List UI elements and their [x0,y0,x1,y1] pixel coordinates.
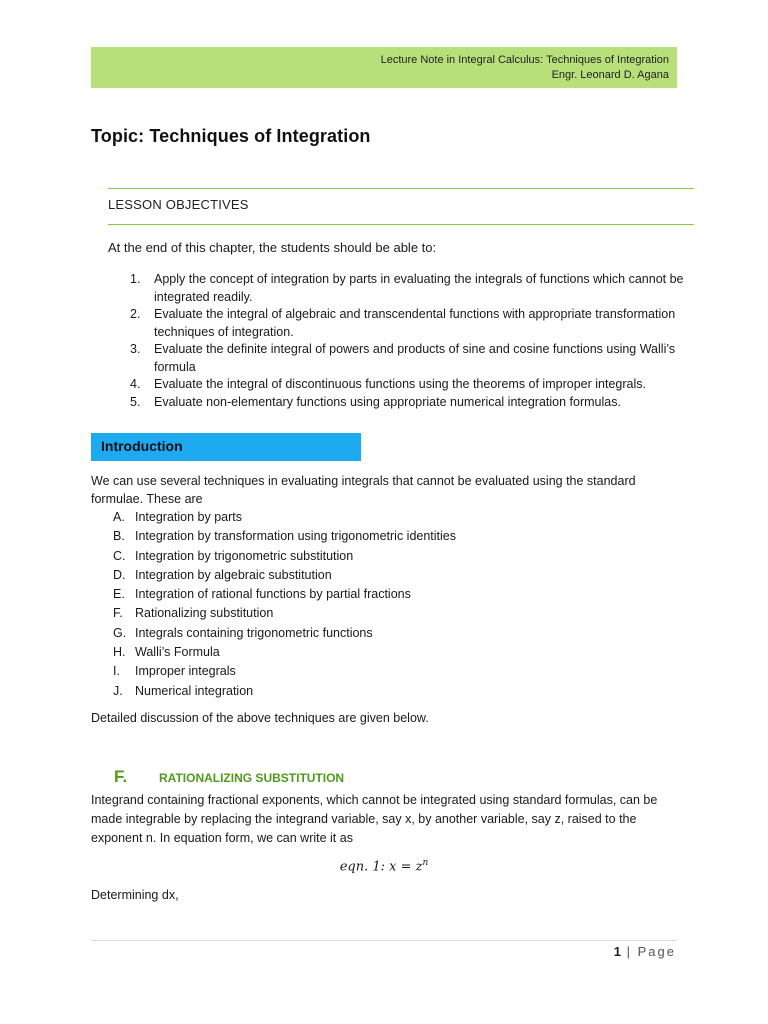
item-letter: A. [113,510,125,524]
list-item [91,604,456,623]
item-number: 4. [130,377,141,391]
equation-exponent: n [422,858,429,868]
item-text: Evaluate the definite integral of powers and products of sine and cosine functions using Walli’s formula [154,342,676,374]
item-text: Integration by algebraic substitution [135,567,332,582]
objectives-list [108,271,688,411]
page-number: 1 [613,944,622,959]
section-paragraph: Integrand containing fractional exponents, which cannot be integrated using standard formulas, can be made integrable by replacing the integrand variable, say x, by another variable, say z, raised to the exponent n. In equation form, we can write it as [91,793,658,845]
running-header [91,47,677,88]
item-number: 1. [130,272,141,286]
list-item [108,306,688,341]
item-number: 5. [130,394,141,409]
list-item [108,341,688,376]
item-text: Evaluate the integral of algebraic and transcendental functions with appropriate transformation techniques of integration. [154,307,676,339]
item-letter: F. [113,606,123,621]
item-text: Integration of rational functions by partial fractions [135,587,411,602]
introduction-paragraph: We can use several techniques in evaluating integrals that cannot be evaluated using the standard formulae. These are [91,474,636,506]
list-item [108,376,688,394]
list-item [91,547,456,566]
item-letter: E. [113,587,125,602]
item-text: Numerical integration [135,683,254,698]
introduction-heading: Introduction [91,433,361,461]
techniques-list [91,508,456,701]
list-item [91,682,456,701]
equation-base: eqn. 1: x = z [339,859,423,875]
item-text: Rationalizing substitution [135,606,274,621]
footer-rule [91,940,677,941]
equation-1 [0,858,768,874]
objectives-bottom-rule [108,224,694,225]
objectives-top-rule [108,188,694,189]
footer-separator: | [621,944,638,959]
item-text: Integrals containing trigonometric functions [135,625,373,640]
item-text: Integration by parts [135,510,243,524]
list-item [91,527,456,546]
item-text: Walli’s Formula [135,645,220,660]
introduction-closing: Detailed discussion of the above techniques are given below. [91,711,429,725]
page-label: Page [637,944,676,959]
determining-dx-text: Determining dx, [91,888,179,902]
item-letter: G. [113,625,127,640]
objectives-intro: At the end of this chapter, the students should be able to: [108,240,437,255]
item-text: Integration by transformation using trigonometric identities [135,529,456,544]
list-item [91,624,456,643]
item-text: Improper integrals [135,664,236,679]
item-letter: B. [113,529,125,544]
item-text: Evaluate the integral of discontinuous functions using the theorems of improper integrals. [154,377,646,391]
header-author: Engr. Leonard D. Agana [551,69,669,81]
item-text: Apply the concept of integration by parts in evaluating the integrals of functions which cannot be integrated readily. [154,272,684,304]
page-footer [614,944,676,959]
list-item [91,585,456,604]
list-item [91,508,456,527]
list-item [91,643,456,662]
list-item [108,394,688,412]
page-title: Topic: Techniques of Integration [91,126,371,146]
section-letter: F. [114,767,128,786]
item-text: Integration by trigonometric substitution [135,548,354,563]
objectives-heading: LESSON OBJECTIVES [108,197,249,212]
item-letter: J. [113,683,123,698]
item-letter: I. [113,664,120,679]
item-letter: D. [113,567,126,582]
list-item [91,662,456,681]
item-number: 3. [130,342,141,356]
list-item [91,566,456,585]
item-number: 2. [130,307,141,321]
item-letter: H. [113,645,126,660]
section-title: RATIONALIZING SUBSTITUTION [159,771,345,785]
item-text: Evaluate non-elementary functions using appropriate numerical integration formulas. [154,394,621,409]
list-item [108,271,688,306]
item-letter: C. [113,548,126,563]
header-course-title: Lecture Note in Integral Calculus: Techniques of Integration [380,54,669,66]
